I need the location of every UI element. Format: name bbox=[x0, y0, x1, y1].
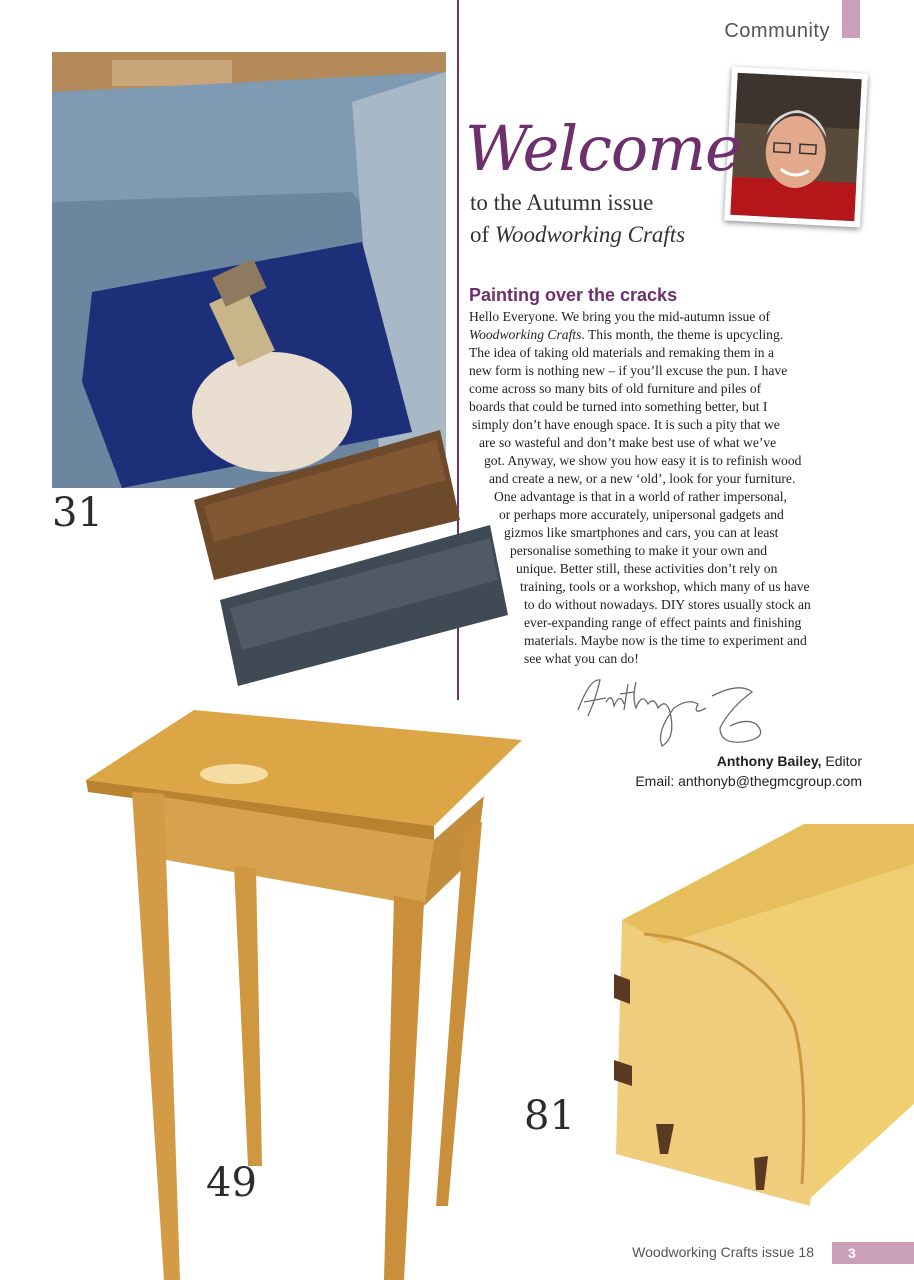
article-line: and create a new, or a new ‘old’, look for your furniture. bbox=[489, 471, 796, 486]
page-ref-dovetail: 81 bbox=[524, 1093, 575, 1139]
footer-magazine: Woodworking Crafts issue 18 bbox=[632, 1244, 814, 1260]
welcome-subtitle-line2: of Woodworking Crafts bbox=[470, 222, 686, 247]
article-line: got. Anyway, we show you how easy it is to refinish wood bbox=[484, 453, 802, 468]
article-line: boards that could be turned into something better, but I bbox=[469, 399, 768, 414]
article-line: are so wasteful and don’t make best use of what we’ve bbox=[479, 435, 777, 450]
editor-email: Email: anthonyb@thegmcgroup.com bbox=[635, 773, 862, 789]
article-line: training, tools or a workshop, which many of us have bbox=[520, 579, 810, 594]
page-ref-painting: 31 bbox=[52, 490, 103, 536]
magazine-title: Woodworking Crafts bbox=[494, 222, 686, 247]
article-line: unique. Better still, these activities don’t rely on bbox=[516, 561, 778, 576]
page-number: 3 bbox=[832, 1242, 914, 1264]
editor-portrait bbox=[724, 67, 868, 228]
article-line: see what you can do! bbox=[524, 651, 639, 666]
section-label: Community bbox=[724, 20, 830, 42]
article-line: personalise something to make it your own and bbox=[510, 543, 768, 558]
dovetail-box-photo bbox=[604, 824, 914, 1210]
wood-samples bbox=[190, 430, 510, 692]
welcome-subtitle-line1: to the Autumn issue bbox=[470, 190, 654, 215]
magazine-title-inline: Woodworking Crafts bbox=[469, 327, 582, 342]
article-line: come across so many bits of old furniture and piles of bbox=[469, 381, 762, 396]
article-line: new form is nothing new – if you’ll excuse the pun. I have bbox=[469, 363, 788, 378]
editor-signature bbox=[570, 668, 790, 752]
article-line: The idea of taking old materials and remaking them in a bbox=[469, 345, 775, 360]
article-line: to do without nowadays. DIY stores usually stock an bbox=[524, 597, 811, 612]
article-line: materials. Maybe now is the time to experiment and bbox=[524, 633, 807, 648]
article-line: Woodworking Crafts. This month, the theme is upcycling. bbox=[469, 327, 784, 342]
welcome-title: Welcome bbox=[465, 112, 741, 185]
article-heading: Painting over the cracks bbox=[469, 285, 678, 305]
article-line: ever-expanding range of effect paints and finishing bbox=[524, 615, 802, 630]
article-line: gizmos like smartphones and cars, you can at least bbox=[504, 525, 779, 540]
article-line: Hello Everyone. We bring you the mid-autumn issue of bbox=[469, 309, 771, 324]
section-tab bbox=[842, 0, 860, 38]
page-ref-table: 49 bbox=[206, 1160, 257, 1206]
side-table-photo bbox=[84, 706, 524, 1280]
editor-name: Anthony Bailey, Editor bbox=[716, 753, 862, 769]
painting-photo bbox=[52, 52, 446, 488]
article-line: simply don’t have enough space. It is such a pity that we bbox=[472, 417, 780, 432]
article-line: or perhaps more accurately, unipersonal gadgets and bbox=[499, 507, 784, 522]
article-line: One advantage is that in a world of rather impersonal, bbox=[494, 489, 787, 504]
